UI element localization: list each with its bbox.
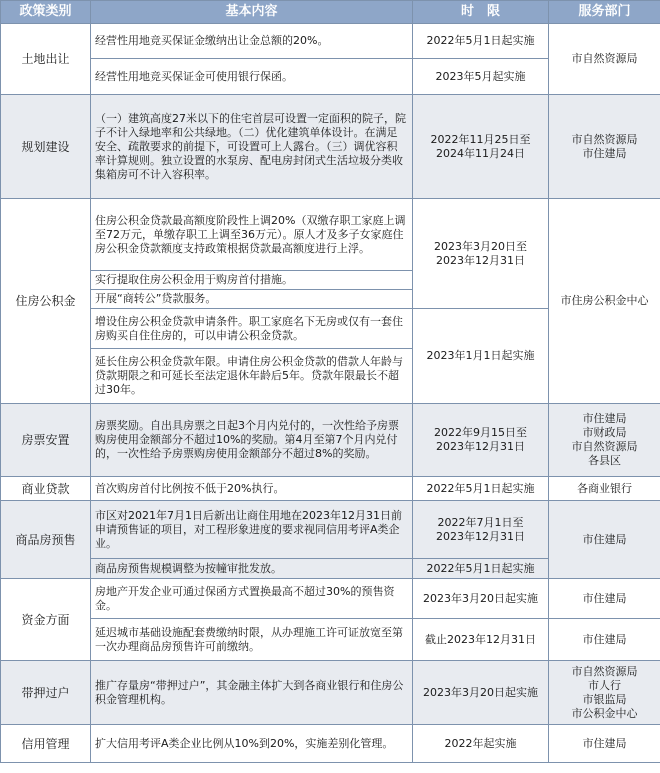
period-cell: 2022年5月1日起实施 xyxy=(413,24,549,59)
content-cell: 实行提取住房公积金用于购房首付措施。 xyxy=(91,271,413,290)
period-line: 2023年12月31日 xyxy=(436,253,525,267)
content-cell: （一）建筑高度27米以下的住宅首层可设置一定面积的院子，院子不计入绿地率和公共绿地。（二）优化建筑单体设计。在满足安全、疏散要求的前提下，可设置可上人露台。（三）调优容积率计算规则。独立设置的水泵房、配电房封闭式生活垃圾分类收集箱房可不计入容积率。 xyxy=(91,95,413,199)
content-cell: 房票奖励。自出具房票之日起3个月内兑付的，一次性给予房票购房使用金额部分不超过10%的奖励。第4月至第7个月内兑付的，一次性给予房票购房使用金额部分不超过8%的奖励。 xyxy=(91,404,413,477)
header-period: 时 限 xyxy=(413,1,549,24)
period-cell: 2023年1月1日起实施 xyxy=(413,309,549,404)
header-row xyxy=(1,1,660,24)
department-capital: 市住建局 xyxy=(549,619,660,661)
department-mortgage xyxy=(549,661,660,725)
content-cell: 市区对2021年7月1日后新出让商住用地在2023年12月31日前申请预售证的项目，对工程形象进度的要求视同信用考评A类企业。 xyxy=(91,501,413,559)
category-credit: 信用管理 xyxy=(1,725,91,763)
period-cell: 截止2023年12月31日 xyxy=(413,619,549,661)
content-cell: 增设住房公积金贷款申请条件。职工家庭名下无房或仅有一套住房购买自住住房的，可以申请公积金贷款。 xyxy=(91,309,413,349)
period-line: 2023年12月31日 xyxy=(436,440,525,453)
table-row xyxy=(1,619,660,661)
period-line: 2022年11月25日至 xyxy=(430,132,531,146)
period-cell: 2023年3月20日起实施 xyxy=(413,661,549,725)
table-row xyxy=(1,24,660,59)
period-line: 2022年9月15日至 xyxy=(434,426,527,439)
content-cell: 扩大信用考评A类企业比例从10%到20%，实施差别化管理。 xyxy=(91,725,413,763)
category-mortgage: 带押过户 xyxy=(1,661,91,725)
department-presale: 市住建局 xyxy=(549,501,660,579)
period-cell xyxy=(413,95,549,199)
category-loan: 商业贷款 xyxy=(1,477,91,501)
table-row xyxy=(1,661,660,725)
content-cell: 经营性用地竞买保证金缴纳出让金总额的20%。 xyxy=(91,24,413,59)
content-cell: 首次购房首付比例按不低于20%执行。 xyxy=(91,477,413,501)
department-line: 市自然资源局 xyxy=(571,664,638,678)
department-line: 市自然资源局 xyxy=(571,440,638,453)
content-cell: 开展“商转公”贷款服务。 xyxy=(91,290,413,309)
period-cell: 2022年5月1日起实施 xyxy=(413,477,549,501)
period-cell: 2023年3月20日起实施 xyxy=(413,579,549,619)
department-capital: 市住建局 xyxy=(549,579,660,619)
department-credit: 市住建局 xyxy=(549,725,660,763)
department-line: 市住建局 xyxy=(582,146,627,160)
period-cell xyxy=(413,199,549,309)
period-line: 2022年7月1日至 xyxy=(437,515,524,529)
content-cell: 住房公积金贷款最高额度阶段性上调20%（双缴存职工家庭上调至72万元，单缴存职工上调至36万元）。原人才及多子女家庭住房公积金贷款额度支持政策根据贷款最高额度进行上浮。 xyxy=(91,199,413,271)
department-line: 市住建局 xyxy=(582,412,627,425)
period-line: 2023年3月20日至 xyxy=(434,239,527,253)
content-cell: 经营性用地竞买保证金可使用银行保函。 xyxy=(91,59,413,95)
period-cell xyxy=(413,404,549,477)
table-row xyxy=(1,404,660,477)
content-cell: 商品房预售规模调整为按幢审批发放。 xyxy=(91,559,413,579)
header-category: 政策类别 xyxy=(1,1,91,24)
department-line: 各县区 xyxy=(588,454,621,467)
table-row xyxy=(1,501,660,559)
category-fund: 住房公积金 xyxy=(1,199,91,404)
department-subsidy xyxy=(549,404,660,477)
department-planning xyxy=(549,95,660,199)
table-row xyxy=(1,579,660,619)
table-row xyxy=(1,725,660,763)
category-capital: 资金方面 xyxy=(1,579,91,661)
department-line: 市银监局 xyxy=(582,692,627,706)
department-line: 市公积金中心 xyxy=(571,706,638,720)
period-line: 2024年11月24日 xyxy=(436,146,525,160)
category-planning: 规划建设 xyxy=(1,95,91,199)
period-line: 2023年12月31日 xyxy=(436,529,525,543)
department-line: 市财政局 xyxy=(582,426,627,439)
content-cell: 推广存量房“带押过户”，其金融主体扩大到各商业银行和住房公积金管理机构。 xyxy=(91,661,413,725)
category-subsidy: 房票安置 xyxy=(1,404,91,477)
category-land: 土地出让 xyxy=(1,24,91,95)
table-row xyxy=(1,199,660,271)
department-loan: 各商业银行 xyxy=(549,477,660,501)
period-cell xyxy=(413,501,549,559)
department-line: 市自然资源局 xyxy=(571,132,638,146)
content-cell: 延迟城市基础设施配套费缴纳时限，从办理施工许可证放宽至第一次办理商品房预售许可前缴纳。 xyxy=(91,619,413,661)
period-cell: 2023年5月起实施 xyxy=(413,59,549,95)
table-row xyxy=(1,477,660,501)
period-cell: 2022年5月1日起实施 xyxy=(413,559,549,579)
category-presale: 商品房预售 xyxy=(1,501,91,579)
content-cell: 房地产开发企业可通过保函方式置换最高不超过30%的预售资金。 xyxy=(91,579,413,619)
department-line: 市人行 xyxy=(588,678,621,692)
period-cell: 2022年起实施 xyxy=(413,725,549,763)
header-department: 服务部门 xyxy=(549,1,660,24)
header-content: 基本内容 xyxy=(91,1,413,24)
table-row xyxy=(1,95,660,199)
department-fund: 市住房公积金中心 xyxy=(549,199,660,404)
department-land: 市自然资源局 xyxy=(549,24,660,95)
content-cell: 延长住房公积金贷款年限。申请住房公积金贷款的借款人年龄与贷款期限之和可延长至法定退休年龄后5年。贷款年限最长不超过30年。 xyxy=(91,349,413,404)
